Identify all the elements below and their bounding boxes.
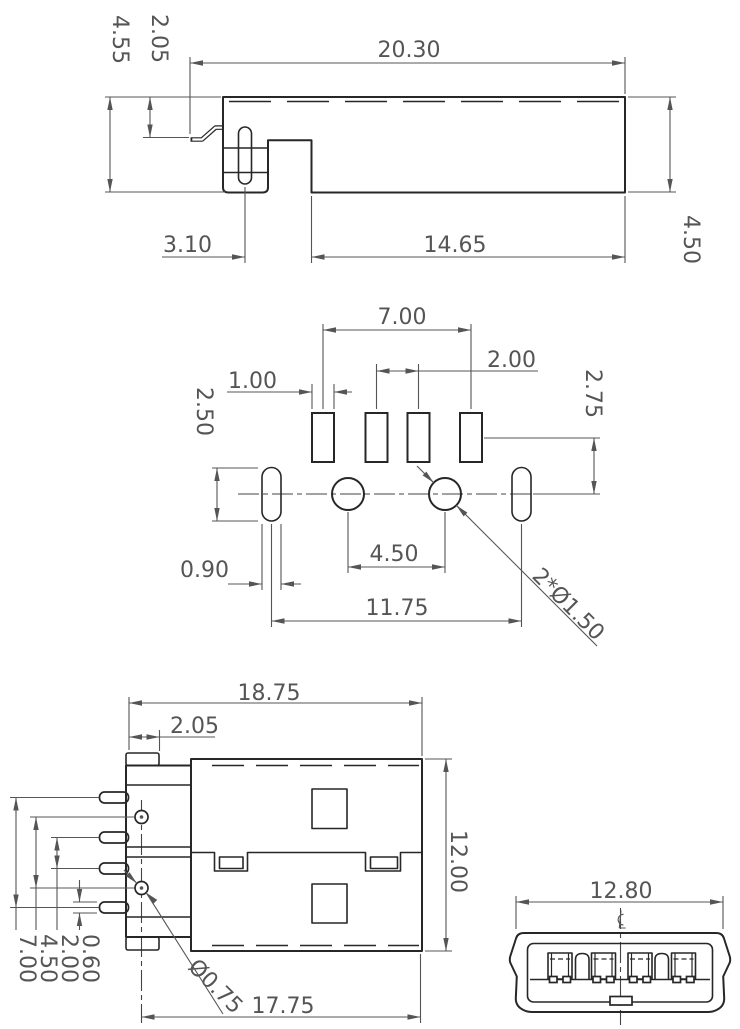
contact-foot-left [550,977,558,983]
shell-window-bottom [312,884,347,923]
mount-ear-top [126,753,159,766]
dim-fp-hole-pitch: 4.50 [369,542,419,567]
contact-foot-left [673,977,681,983]
dim-fp-pad-to-centerline: 2.75 [580,369,605,418]
pin-3 [100,863,129,874]
dim-top-overall-length: 18.75 [237,681,301,706]
side-view [105,14,703,264]
latch-hole-right [371,857,398,869]
dim-side-shell-length: 14.65 [423,233,487,258]
side-dimension-arrows [107,60,672,259]
contact-side-walls [552,953,569,979]
pin-4 [100,902,129,913]
dim-side-total-height: 4.55 [107,15,132,64]
side-slot [239,127,252,184]
dim-top-center-to-edge: 17.75 [251,994,315,1019]
insulator-rib-left [576,954,590,981]
smt-pad-1 [312,413,334,462]
contact-foot-right [687,977,695,983]
dim-fp-slot-width: 0.90 [180,558,229,583]
dim-fp-pad-width: 1.00 [228,369,277,394]
mount-ear-bottom [126,937,159,950]
contact-foot-right [643,977,651,983]
contact-side-walls [675,953,692,979]
dim-fp-outer-pad-span: 7.00 [377,305,427,330]
dim-front-shell-width: 12.80 [589,879,653,904]
shell-bottom-notch [610,997,632,1006]
contact-foot-right [607,977,615,983]
front-view [510,879,730,1025]
latch-hole-left [220,857,244,869]
contact-side-walls [632,953,649,979]
dim-side-slot-offset: 3.10 [163,233,212,258]
dim-fp-slot-length: 2.50 [191,387,216,436]
insulator-block-lines [126,785,191,917]
dim-top-inner-pin-pitch: 2.00 [56,934,81,983]
contact-foot-left [593,977,601,983]
side-body-outline [223,97,625,193]
dim-side-body-height: 4.50 [678,215,703,264]
shell-outline [191,759,422,951]
smt-lead-profile [191,128,224,140]
pin-2 [100,832,129,843]
top-view [10,681,470,1023]
smt-pad-2 [366,413,388,462]
shell-window-top [312,789,347,829]
dim-top-hole-pitch: 4.50 [35,934,60,983]
contact-foot-left [630,977,638,983]
dim-fp-hole-diameter-note: 2*Ø1.50 [526,563,610,646]
rivet-hole-top-center [140,815,144,819]
rivet-hole-bottom-center [140,886,144,890]
smt-pad-4 [460,413,482,462]
contact-foot-right [563,977,571,983]
dim-fp-inner-pad-pitch: 2.00 [487,348,536,373]
dim-side-lead-drop: 2.05 [146,14,171,63]
front-contact-3 [628,953,652,983]
centerline-symbol-icon [618,911,625,929]
dim-fp-slot-span: 11.75 [365,596,429,621]
dim-top-pin-thickness: 0.60 [77,934,102,983]
front-contact-2 [592,953,616,983]
front-contact-4 [672,953,696,983]
pin-1 [100,792,129,803]
insulator-rib-right [655,954,669,981]
smt-pad-3 [408,413,430,462]
dim-top-hole-diameter-note: Ø0.75 [182,954,248,1020]
dim-top-shell-width: 12.00 [445,830,470,893]
shell-hidden-lines [212,766,419,946]
dim-top-outer-pin-span: 7.00 [14,934,39,983]
dim-side-overall-length: 20.30 [377,38,441,63]
front-contact-1 [548,953,572,983]
dim-top-boss-width: 2.05 [170,714,219,739]
contact-side-walls [595,953,612,979]
footprint-view [180,305,609,646]
